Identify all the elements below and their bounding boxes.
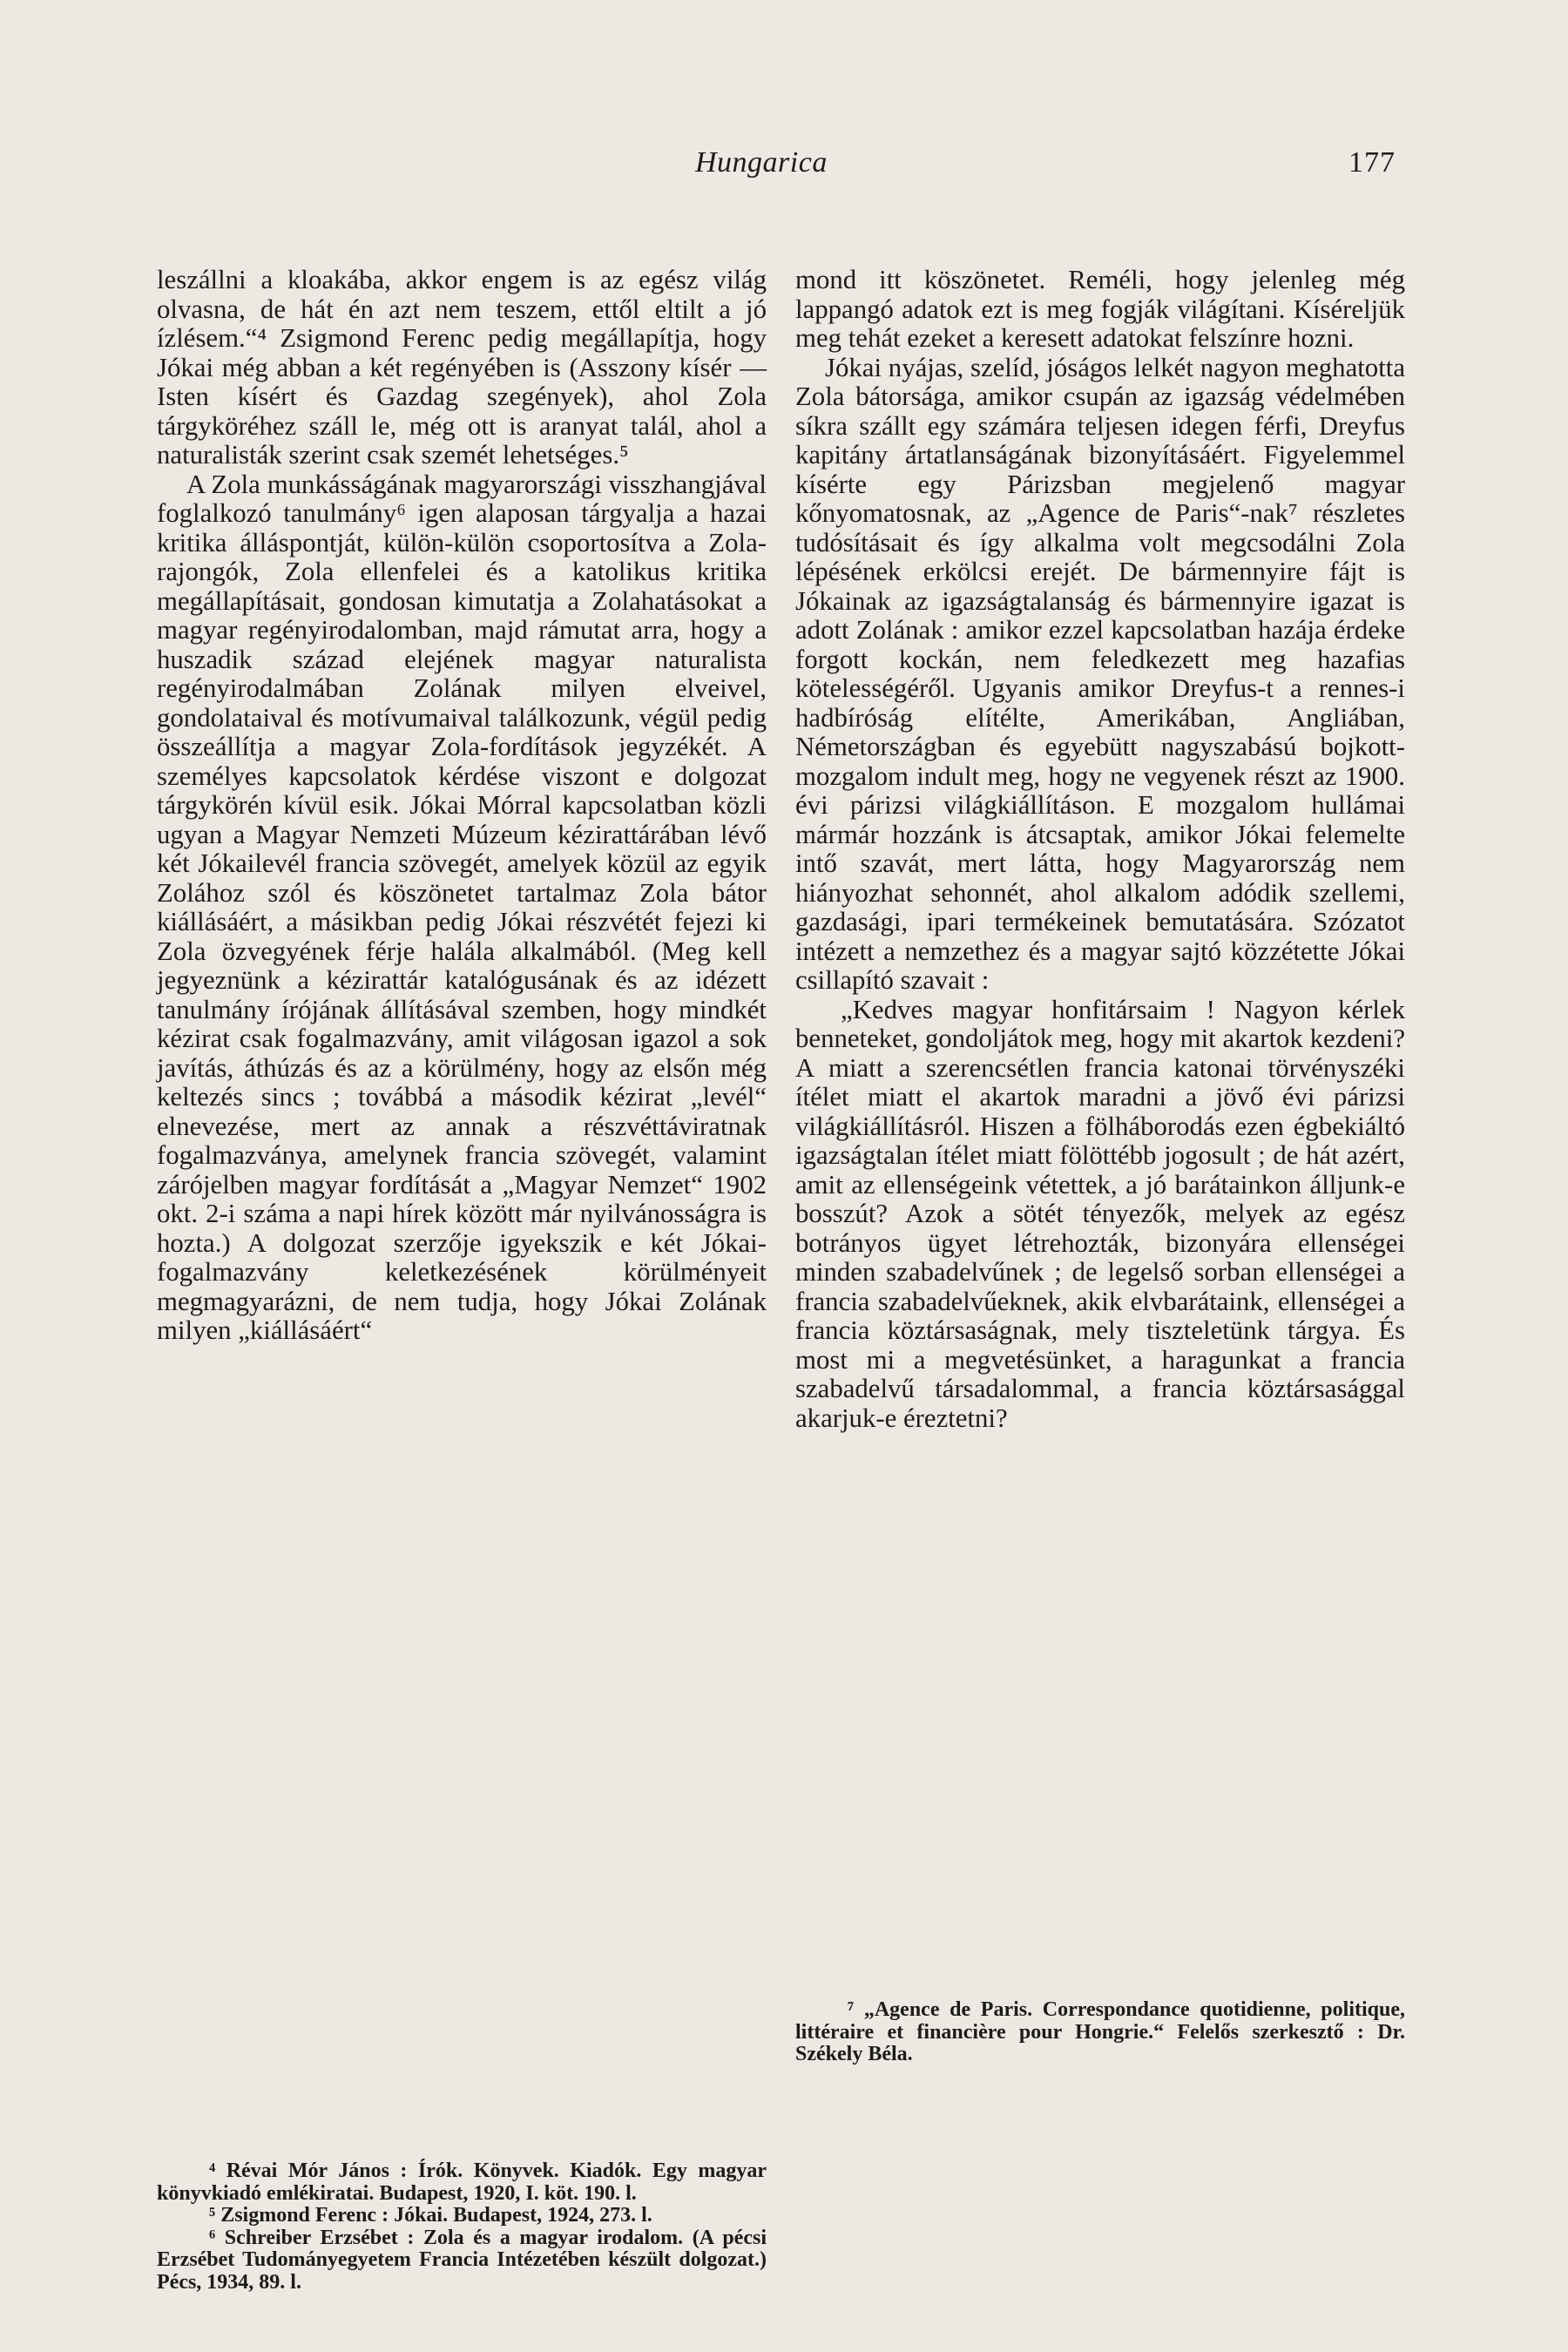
left-paragraph-1: leszállni a kloakába, akkor engem is az egész világ olvasna, de hát én azt nem teszem, ettől eltilt a jó ízlésem.“⁴ Zsigmond Ferenc pedig megállapítja, hogy Jókai még abban a két regényében is (Asszony kísér — Isten kísért és Gazdag szegények), ahol Zola tárgyköréhez száll le, még ott is aranyat talál, ahol a naturalisták szerint csak szemét lehetséges.⁵ — [157, 265, 767, 470]
right-footnotes — [795, 1999, 1405, 2066]
left-footnotes — [157, 2160, 767, 2294]
right-column — [795, 266, 1405, 1433]
footnote-5: ⁵ Zsigmond Ferenc : Jókai. Budapest, 1924, 273. l. — [209, 2204, 652, 2227]
right-paragraph-2: Jókai nyájas, szelíd, jóságos lelkét nagyon meghatotta Zola bátorsága, amikor csupán az igazság védelmében síkra szállt egy számára teljesen idegen férfi, Dreyfus kapitány ártatlanságának bizonyításáért. Figyelemmel kísérte egy Párizsban megjelenő magyar kőnyomatosnak, az „Agence de Paris“-nak⁷ részletes tudósításait és így alkalma volt megcsodálni Zola lépésének erkölcsi erejét. De bármennyire fájt is Jókainak az igazságtalanság és bármennyire igazat is adott Zolának : amikor ezzel kapcsolatban hazája érdeke forgott kockán, nem feledkezett meg hazafias kötelességéről. Ugyanis amikor Dreyfus-t a rennes-i hadbíróság elítélte, Amerikában, Angliában, Németországban és egyebütt nagyszabású bojkott-mozgalom indult meg, hogy ne vegyenek részt az 1900. évi párizsi világkiállításon. E mozgalom hullámai mármár hozzánk is átcsaptak, amikor Jókai felemelte intő szavát, mert látta, hogy Magyarország nem hiányozhat sehonnét, ahol alkalom adódik szellemi, gazdasági, ipari termékeinek bemutatására. Szózatot intézett a nemzethez és a magyar sajtó közzétette Jókai csillapító szavait : — [795, 352, 1405, 995]
footnote-4: ⁴ Révai Mór János : Írók. Könyvek. Kiadók. Egy magyar könyvkiadó emlékiratai. Budapest, 1920, I. köt. 190. l. — [157, 2159, 767, 2205]
footnote-7: ⁷ „Agence de Paris. Correspondance quotidienne, politique, littéraire et financière pour Hongrie.“ Felelős szerkesztő : Dr. Székely Béla. — [795, 1998, 1405, 2065]
page-number: 177 — [1348, 146, 1396, 179]
right-quotation: „Kedves magyar honfitársaim ! Nagyon kérlek benneteket, gondoljátok meg, hogy mit akartok kezdeni? A miatt a szerencsétlen francia katonai törvényszéki ítélet miatt el akartok maradni a jövő évi párizsi világkiállításról. Hiszen a fölháborodás ezen égbekiáltó igazságtalan ítélet miatt fölöttébb jogosult ; de hát azért, amit az ellenségeink vétettek, a jó barátainkon álljunk-e bosszút? Azok a sötét tényezők, melyek az egész botrányos ügyet létrehozták, bizonyára ellenségei minden szabadelvűnek ; de legelső sorban ellenségei a francia szabadelvűeknek, akik elvbarátaink, ellenségei a francia köztársaságnak, mely tiszteletünk tárgya. És most mi a megvetésünket, a haragunkat a francia szabadelvű társadalommal, a francia köztársasággal akarjuk-e éreztetni? — [795, 994, 1405, 1433]
footnote-6: ⁶ Schreiber Erzsébet : Zola és a magyar irodalom. (A pécsi Erzsébet Tudományegyetem Francia Intézetében készült dolgozat.) Pécs, 1934, 89. l. — [157, 2226, 767, 2294]
left-column — [157, 266, 767, 1346]
left-paragraph-2: A Zola munkásságának magyarországi visszhangjával foglalkozó tanulmány⁶ igen alaposan tárgyalja a hazai kritika álláspontját, külön-külön csoportosítva a Zola-rajongók, Zola ellenfelei és a katolikus kritika megállapításait, gondosan kimutatja a Zolahatásokat a magyar regényirodalomban, majd rámutat arra, hogy a huszadik század elejének magyar naturalista regényirodalmában Zolának milyen elveivel, gondolataival és motívumaival találkozunk, végül pedig összeállítja a magyar Zola-fordítások jegyzékét. A személyes kapcsolatok kérdése viszont e dolgozat tárgykörén kívül esik. Jókai Mórral kapcsolatban közli ugyan a Magyar Nemzeti Múzeum kézirattárában lévő két Jókailevél francia szövegét, amelyek közül az egyik Zolához szól és köszönetet tartalmaz Zola bátor kiállásáért, a másikban pedig Jókai részvétét fejezi ki Zola özvegyének férje halála alkalmából. (Meg kell jegyeznünk a kézirattár katalógusának és az idézett tanulmány írójának állításával szemben, hogy mindkét kézirat csak fogalmazvány, amit világosan igazol a sok javítás, áthúzás és az a körülmény, hogy az elsőn még keltezés sincs ; továbbá a második kézirat „levél“ elnevezése, mert az annak a részvéttáviratnak fogalmazványa, amelynek francia szövegét, valamint zárójelben magyar fordítását a „Magyar Nemzet“ 1902 okt. 2-i száma a napi hírek között már nyilvánosságra is hozta.) A dolgozat szerzője igyekszik e két Jókai-fogalmazvány keletkezésének körülményeit megmagyarázni, de nem tudja, hogy Jókai Zolának milyen „kiállásáért“ — [157, 469, 767, 1345]
right-paragraph-1: mond itt köszönetet. Reméli, hogy jelenleg még lappangó adatok ezt is meg fogják világítani. Kíséreljük meg tehát ezeket a keresett adatokat felszínre hozni. — [795, 265, 1405, 353]
running-header-title: Hungarica — [695, 146, 828, 179]
